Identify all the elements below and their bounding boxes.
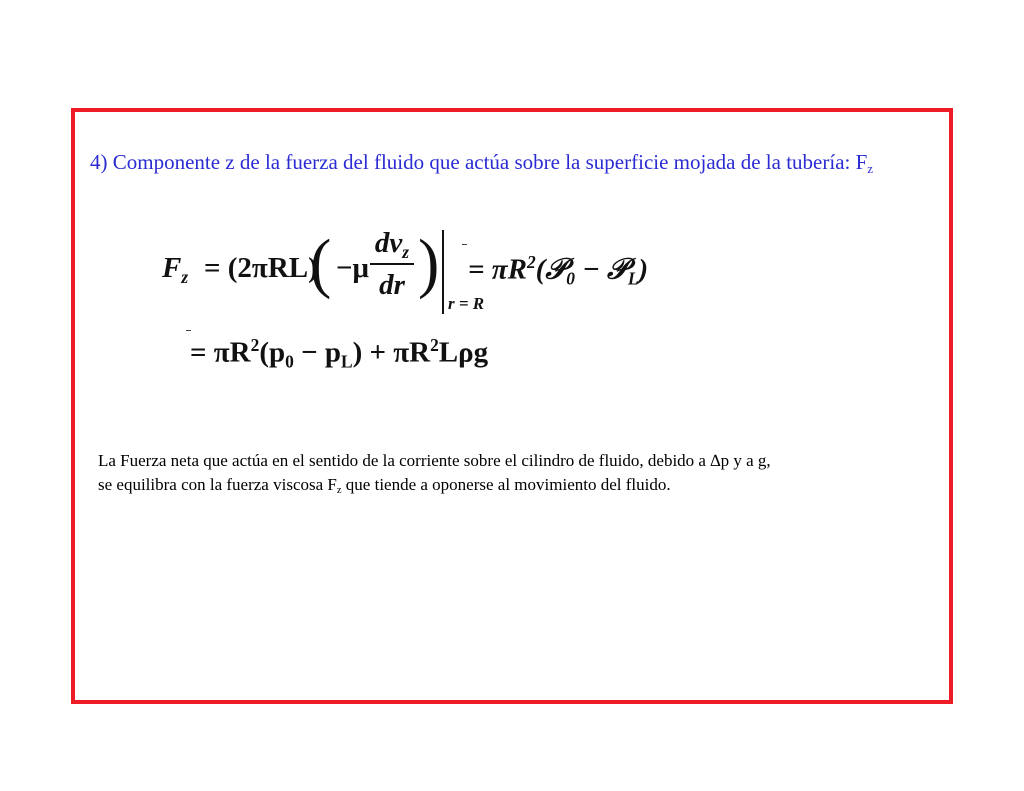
- eq1-num-text: dv: [374, 227, 403, 259]
- eq1-numerator: [370, 226, 414, 263]
- eq2-subL: L: [340, 351, 353, 372]
- eq1-rhs-subL: L: [627, 268, 639, 289]
- eq2-e: Lρg: [438, 336, 489, 369]
- heading-subscript: z: [867, 160, 874, 176]
- red-frame: [71, 108, 953, 704]
- eq1-fraction-bar: [370, 263, 414, 265]
- eq1-num-sub: z: [402, 242, 410, 263]
- tick-mark-2: [186, 330, 191, 331]
- eq1-rhs: [468, 252, 648, 290]
- eq1-rhs-a: = πR: [468, 253, 527, 286]
- eq2-b: (p: [259, 336, 286, 369]
- eq1-lhs-sub: z: [181, 267, 189, 288]
- eq1-denominator: dr: [379, 269, 405, 301]
- eq1-eval-at: r = R: [448, 294, 485, 313]
- eq1-close-paren: ): [418, 225, 440, 300]
- eq1-eval-bar: [442, 230, 444, 314]
- body-line-2: [98, 473, 928, 503]
- eq1-rhs-sup: 2: [526, 252, 536, 272]
- body-line-2-a: se equilibra con la fuerza viscosa F: [98, 475, 337, 494]
- eq2-d: ) + πR: [352, 336, 431, 369]
- body-line-2-sub: z: [336, 485, 342, 497]
- eq1-fraction: [370, 226, 414, 302]
- heading-text: 4) Componente z de la fuerza del fluido que actúa sobre la superficie mojada de la tubería: F: [90, 150, 868, 174]
- equation-line-2: [190, 335, 610, 385]
- eq2-a: = πR: [190, 336, 251, 369]
- eq2-sup1: 2: [250, 335, 260, 355]
- body-paragraph: [98, 449, 928, 503]
- eq1-lhs-symbol: F: [162, 252, 182, 284]
- eq1-minus-mu: −μ: [336, 252, 369, 284]
- tick-mark: [462, 244, 467, 245]
- eq1-rhs-sub0: 0: [566, 268, 575, 289]
- body-line-1: La Fuerza neta que actúa en el sentido de la corriente sobre el cilindro de fluido, debido a ∆p y a g,: [98, 451, 771, 470]
- body-line-2-b: que tiende a oponerse al movimiento del fluido.: [341, 475, 671, 494]
- eq2-sup2: 2: [430, 335, 439, 355]
- equation-line-1: [162, 226, 682, 326]
- eq1-lhs: [162, 252, 188, 288]
- heading: [90, 149, 910, 182]
- eq1-open-paren: (: [310, 225, 332, 300]
- eq1-rhs-d: ): [638, 253, 649, 286]
- eq1-first-term: = (2πRL): [204, 252, 318, 284]
- eq1-rhs-b: (𝒫: [535, 253, 567, 286]
- eq2-sub0: 0: [285, 351, 294, 372]
- eq2-c: − p: [293, 336, 341, 369]
- eq1-rhs-c: − 𝒫: [574, 253, 628, 286]
